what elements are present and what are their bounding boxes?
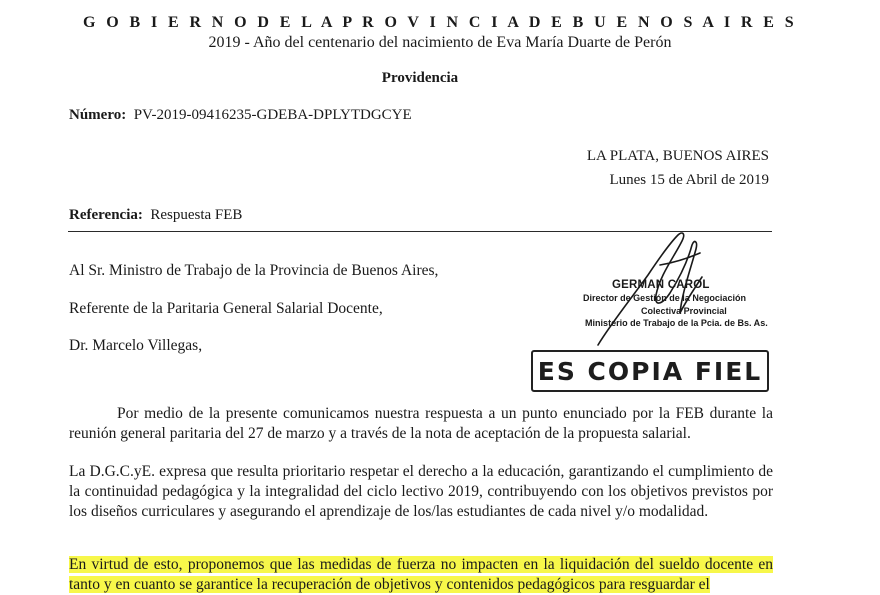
body-paragraph-3-highlighted: [69, 555, 773, 595]
document-number-value: PV-2019-09416235-GDEBA-DPLYTDGCYE: [133, 107, 412, 123]
body-paragraph-1: Por medio de la presente comunicamos nuestra respuesta a un punto enunciado por la FEB durante la reunión general paritaria del 27 de marzo y a través de la nota de aceptación de la propuesta salarial.: [69, 405, 773, 442]
document-type: Providencia: [381, 70, 459, 86]
reference-value: Respuesta FEB: [150, 207, 243, 223]
body-paragraph-2: La D.G.C.yE. expresa que resulta prioritario respetar el derecho a la educación, garantizando el cumplimiento de la continuidad pedagógica y la integralidad del ciclo lectivo 2019, contribuyendo con los objetivos previstos por los diseños curriculares y asegurando el aprendizaje de los/las estudiantes de cada nivel y/o modalidad.: [69, 463, 773, 520]
highlighted-text: En virtud de esto, proponemos que las medidas de fuerza no impacten en la liquidación del sueldo docente en tanto y en cuanto se garantice la recuperación de objetivos y contenidos pedagógicos para resguardar el: [69, 556, 773, 593]
certified-copy-stamp: ES COPIA FIEL: [531, 350, 769, 392]
document-number-label: Número:: [69, 107, 127, 123]
addressee-line-2: Referente de la Paritaria General Salarial Docente,: [69, 300, 383, 317]
stamp-position-line-2: Colectiva Provincial: [641, 306, 727, 317]
addressee-line-1: Al Sr. Ministro de Trabajo de la Provincia de Buenos Aires,: [69, 262, 439, 279]
document-date: Lunes 15 de Abril de 2019: [609, 172, 769, 188]
government-header-subtitle: 2019 - Año del centenario del nacimiento de Eva María Duarte de Perón: [208, 34, 672, 51]
stamp-position-line-3: Ministerio de Trabajo de la Pcia. de Bs. As.: [585, 318, 768, 329]
addressee-line-3: Dr. Marcelo Villegas,: [69, 337, 203, 354]
reference-label: Referencia:: [69, 207, 143, 223]
document-reference: [69, 207, 242, 224]
stamp-position-line-1: Director de Gestión de la Negociación: [583, 293, 746, 304]
government-header-title: G O B I E R N O D E L A P R O V I N C I A D E B U E N O S A I R E S: [82, 14, 797, 31]
stamp-name: GERMAN CAROL: [612, 279, 710, 291]
document-place: LA PLATA, BUENOS AIRES: [586, 148, 769, 164]
document-number: [69, 107, 412, 124]
